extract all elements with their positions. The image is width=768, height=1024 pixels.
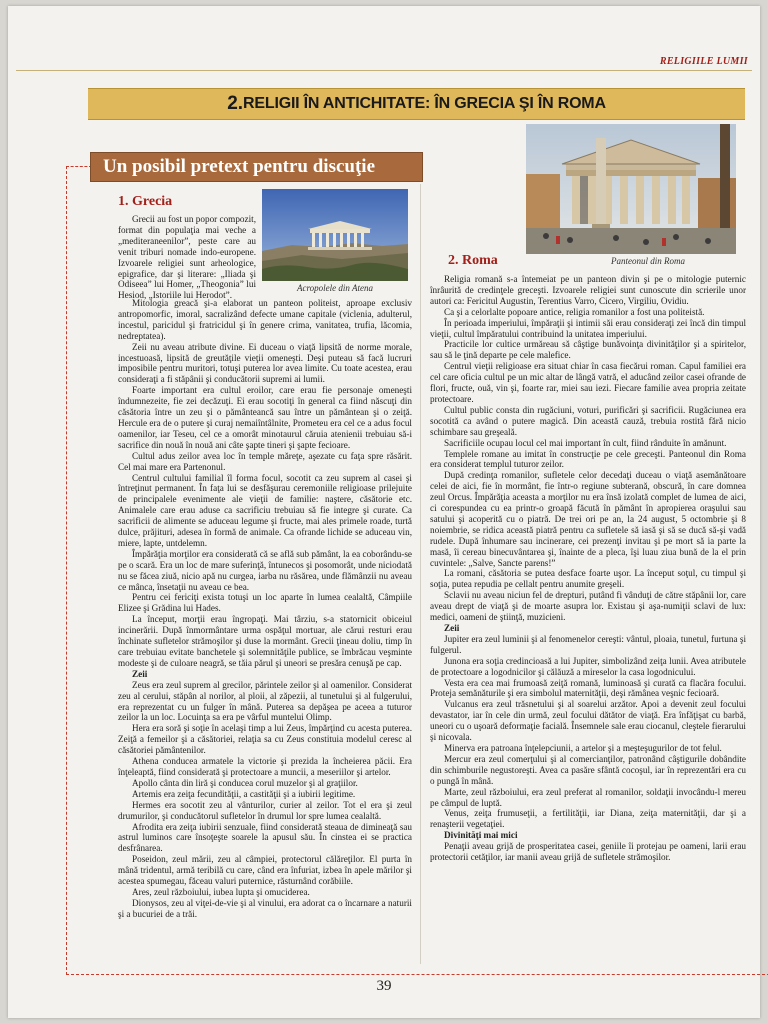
acropolis-caption: Acropolele din Atena bbox=[297, 283, 373, 293]
greece-paragraph: Pentru cei fericiţi exista totuşi un loc aparte în lumea cealaltă, Câmpiile Elizee şi Grădina lui Hades. bbox=[118, 592, 412, 614]
running-header: RELIGIILE LUMII bbox=[659, 56, 748, 67]
chapter-number: 2. bbox=[227, 93, 244, 114]
column-divider bbox=[420, 184, 421, 964]
rome-paragraph: Ca şi a celorlalte popoare antice, religia romanilor a fost una politeistă. bbox=[444, 306, 705, 317]
chapter-title-bar bbox=[88, 88, 745, 120]
greece-paragraph: Mitologia greacă şi-a elaborat un panteon politeist, aproape exclusiv antropomorfic, imoral, sacralizând defecte umane capitale (viclenia, adulterul, incestul, paricidul şi fratricidul şi în genere crima, vanitatea, trufia, lăcomia, nedreptatea). bbox=[118, 298, 412, 341]
chapter-title: RELIGII ÎN ANTICHITATE: ÎN GRECIA ŞI ÎN ROMA bbox=[243, 95, 606, 112]
rome-paragraph: Cultul public consta din rugăciuni, voturi, purificări şi sacrificii. Rugăciunea era socotită ca având o putere magică. Din această cauză, trebuia rostită fără nicio schimbare sau greşeală. bbox=[430, 404, 746, 437]
greece-god-entry: Artemis era zeiţa fecundităţii, a castităţii şi a iubirii legitime. bbox=[132, 788, 356, 799]
section-title-box bbox=[90, 152, 423, 182]
greece-intro bbox=[118, 214, 256, 301]
greece-god-entry: Zeus era zeul suprem al grecilor, părintele zeilor şi al oamenilor. Considerat zeu al cerului, stăpân al norilor, al ploii, al zăpezii, al tunetului şi al fulgerului, era reprezentat cu un fulger în mână. Puterea sa depăşea pe aceea a tuturor zeilor la un loc. Locuinţa sa era pe vârful muntelui Olimp. bbox=[118, 679, 412, 723]
rome-god-entry: Marte, zeul războiului, era zeul preferat al romanilor, soldaţii invocându-l mereu pe câmpul de luptă. bbox=[430, 786, 746, 808]
greece-intro-paragraph: Grecii au fost un popor compozit, format din populaţia mai veche a „mediteraneenilor”, peste care au venit triburi nomade indo-europene. Izvoarele religiei sunt arheologice, epigrafice, dar şi literare: „Iliada şi Odiseea” lui Homer, „Theogonia” lui Hesiod, „Istoriile lui Herodot”. bbox=[118, 214, 256, 301]
rome-heading: 2. Roma bbox=[448, 253, 498, 268]
greece-gods-heading: Zeii bbox=[132, 668, 148, 679]
rome-paragraph: Centrul vieţii religioase era situat chiar în casa fiecărui roman. Capul familiei era cel care oficia cultul pe un mic altar de lângă vatră, el aducând zeilor casei ofrande de flori, fructe, ouă, vin şi, foarte rar, miei sau iezi. Fiecare familie avea propria zeitate protectoare. bbox=[430, 361, 746, 404]
rome-paragraph: Sclavii nu aveau niciun fel de drepturi, putând fi vânduţi de către stăpânii lor, care aveau drept de viaţă şi de moarte asupra lor. Existau şi aşa-numiţii sclavi de lux: medici, oameni de ştiinţă, muzicieni. bbox=[430, 590, 746, 623]
rome-god-entry: Mercur era zeul comerţului şi al comercianţilor, patronând câştigurile dobândite din schimburile negustoreşti. Avea ca pasăre sfântă cocoşul, iar în reprezentări era cu o pungă în mână. bbox=[430, 753, 746, 786]
rome-minor-entry: Penaţii aveau grijă de prosperitatea casei, geniile îi protejau pe oameni, larii erau protectorii cetăţilor, iar manii aveau grijă de sufletele strămoşilor. bbox=[430, 841, 746, 863]
rome-minor-heading: Divinităţi mai mici bbox=[444, 830, 518, 841]
rome-god-entry: Jupiter era zeul luminii şi al fenomenelor cereşti: vântul, ploaia, tunetul, furtuna şi fulgerul. bbox=[430, 633, 746, 655]
greece-god-entry: Dionysos, zeu al viţei-de-vie şi al vinului, era adorat ca o încarnare a naturii şi a bucuriei de a trăi. bbox=[118, 897, 412, 919]
pantheon-caption: Panteonul din Roma bbox=[611, 256, 685, 266]
rome-paragraph: Religia romană s-a întemeiat pe un panteon divin şi pe o mitologie puternic înrâurită de credinţele greceşti. Izvoarele religiei sunt cunoscute din scrierile unor autori ca: Fericitul Augustin, Terentius Varro, Cicero, Virgiliu, Ovidiu. bbox=[430, 274, 746, 306]
greece-god-entry: Hera era soră şi soţie în acelaşi timp a lui Zeus, împărţind cu acesta puterea. Zeiţă a femeilor şi a căsătoriei, relaţia sa cu Zeus constituia modelul ceresc al căsătoriei pământenilor. bbox=[118, 723, 412, 756]
rome-gods-heading: Zeii bbox=[444, 623, 460, 633]
greece-paragraph: Zeii nu aveau atribute divine. Ei duceau o viaţă lipsită de norme morale, incestuoasă, lipsită de greutăţile vieţii omeneşti. Deşi puteau să facă lucruri imposibile pentru muritori, totuşi puterea lor avea limite. Cu toate acestea, erau consideraţi a fi stăpânii şi conducătorii supremi ai lumii. bbox=[118, 341, 412, 385]
acropolis-photo bbox=[262, 189, 408, 281]
textbook-page bbox=[8, 6, 760, 1018]
greece-paragraph: Cultul adus zeilor avea loc în temple măreţe, aşezate cu faţa spre răsărit. Cel mai mare era Partenonul. bbox=[118, 450, 412, 472]
rome-god-entry: Vulcanus era zeul trăsnetului şi al soarelui arzător. Apoi a devenit zeul focului devastator, iar în cele din urmă, zeul focului dătător de viaţă. Era înfăţişat cu barbă, uneori cu o uşoară deformaţie facială. Însemnele sale erau ciocanul, cleştele fierarului şi nicovala. bbox=[430, 699, 746, 743]
dashed-frame-top bbox=[66, 166, 92, 167]
page-number: 39 bbox=[376, 978, 392, 994]
rome-god-entry: Vesta era cea mai frumoasă zeiţă romană, luminoasă şi curată ca flacăra focului. Proteja semănăturile şi era simbolul maternităţii, deşi rămânea veşnic fecioară. bbox=[430, 677, 746, 699]
header-rule bbox=[16, 70, 752, 71]
greece-god-entry: Apollo cânta din liră şi conducea corul muzelor şi al graţiilor. bbox=[132, 777, 358, 788]
rome-paragraph: Practicile lor cultice urmăreau să câştige bunăvoinţa divinităţilor şi a spiritelor, sau să le ţină departe pe cele malefice. bbox=[430, 339, 746, 361]
greece-paragraph: Centrul cultului familial îl forma focul, socotit ca zeu suprem al casei şi întreţinut permanent. În faţa lui se desfăşurau ceremoniile religioase prilejuite de principalele evenimente ale vieţii de familie: naştere, căsătorie etc. Animalele care erau aduse ca sacrificiu trebuiau să fie integre şi curate. Ca sacrificii de alimente se aduceau legume şi fructe, mai ales primele roade, turtă dulce, prăjituri, adesea în formă de animale. Ca ofrande lichide se aduceau vin, miere, lapte, untdelemn. bbox=[118, 472, 412, 548]
rome-god-entry: Junona era soţia credincioasă a lui Jupiter, simbolizând zeiţa lunii. Avea atributele de protectoare a logodnicilor şi călăuză a mireselor la casa logodnicului. bbox=[430, 655, 746, 677]
rome-paragraph: Templele romane au imitat în construcţie pe cele greceşti. Panteonul din Roma era considerat templul tuturor zeilor. bbox=[430, 448, 746, 470]
greece-god-entry: Hermes era socotit zeu al vânturilor, curier al zeilor. Tot el era şi zeul drumurilor, şi conducătorul sufletelor în drumul lor spre lumea cealaltă. bbox=[118, 799, 412, 821]
rome-god-entry: Minerva era patroana înţelepciunii, a artelor şi a meşteşugurilor de tot felul. bbox=[444, 742, 722, 753]
rome-paragraph: Sacrificiile ocupau locul cel mai important în cult, fiind rânduite în amănunt. bbox=[444, 437, 727, 448]
section-title: Un posibil pretext pentru discuţie bbox=[103, 156, 376, 177]
rome-paragraph: În perioada imperiului, împăraţii şi intimii săi erau consideraţi zei încă din timpul vieţii, cultul împăratului contribuind la unitatea imperiului. bbox=[430, 317, 746, 339]
greece-god-entry: Poseidon, zeul mării, zeu al câmpiei, protectorul călăreţilor. El purta în mână tridentul, armă teribilă cu care, când era înfuriat, izbea în apele mărilor şi acestea spumegau, făceau valuri puternice, răsturnând corăbiile. bbox=[118, 854, 412, 887]
rome-god-entry: Venus, zeiţa frumuseţii, a fertilităţii, iar Diana, zeiţa maternităţii, dar şi a renaşterii vegetaţiei. bbox=[430, 808, 746, 830]
greece-god-entry: Ares, zeul războiului, iubea lupta şi omuciderea. bbox=[132, 886, 310, 897]
greece-heading: 1. Grecia bbox=[118, 194, 173, 209]
greece-paragraph: Foarte important era cultul eroilor, care erau fie personaje omeneşti îndumnezeite, fie zei decăzuţi. Ei erau socotiţi în general ca fiind născuţi din căsătoria între un zeu şi o pământeancă sau între un pământean şi o zeiţă. Hercule era de o putere şi curaj nemaiîntâlnite, Prometeu era cel ce a adus focul oamenilor, iar Teseu, cel ce a omorât minotaurul căruia atenienii trebuiau să-i sacrifice din nouă în nouă ani câte şapte tineri şi şapte fecioare. bbox=[118, 385, 412, 450]
greece-paragraph: Împărăţia morţilor era considerată că se află sub pământ, la ea coborându-se pe o scară. Era un loc de mare suferinţă, întunecos şi posomorât, unde niciodată nu se făcea ziuă, nicio apă nu curgea, iarba nu răsărea, unde flămânzii nu aveau ce mânca, însetaţii nu aveau ce bea. bbox=[118, 548, 412, 592]
rome-paragraph: La romani, căsătoria se putea desface foarte uşor. La început soţul, cu timpul şi soţia, putea repudia pe cellalt pentru anumite greşeli. bbox=[430, 568, 746, 590]
greece-god-entry: Afrodita era zeiţa iubirii senzuale, fiind considerată steaua de dimineaţă sau astrul luminos care însoţeşte soarele la apusul său. În cinstea ei se practica desfrânarea. bbox=[118, 821, 412, 854]
acropolis-image bbox=[262, 189, 408, 281]
greece-paragraph: La început, morţii erau îngropaţi. Mai târziu, s-a statornicit obiceiul incinerării. După înmormântare urma ospăţul mortuar, ale cărui resturi erau închinate sufletelor strămoşilor şi duse la mormânt. Grecii ţineau doliu, timp în care trebuiau evitate banchetele şi solemnităţile publice, se îmbrăcau veşminte modeste şi de culoare neagră, se tăia părul şi uneori se presăra cenuşă pe cap. bbox=[118, 614, 412, 668]
pantheon-photo bbox=[526, 124, 736, 254]
pantheon-image bbox=[526, 124, 736, 254]
greece-body bbox=[118, 298, 412, 964]
rome-body bbox=[430, 274, 746, 964]
rome-paragraph: După credinţa romanilor, sufletele celor decedaţi duceau o viaţă asemănătoare celei de aici, fie în mormânt, fie într-o regiune subterană, obscură, în care domnea zeul Orcus. Împărăţia aceasta a morţilor nu era însă izolată complet de lumea de aici, ci corespundea cu ea printr-o groapă făcută în pământ în apropierea oraşului sau satului şi acoperită cu o piatră. De trei ori pe an, la 24 august, 5 octombrie şi 8 noiembrie, se ridica această piatră pentru ca sufletele să iasă şi să se ducă să-şi vadă rudele. După înhumare sau incinerare, cei prezenţi invitau şi pe mort să ia parte la masă, îi cereau binecuvântarea şi, înainte de a pleca, îşi luau ziua bună de la el prin cuvintele: „Salve, Sancte parens!” bbox=[430, 470, 746, 568]
greece-god-entry: Athena conducea armatele la victorie şi prezida la încheierea păcii. Era înţeleaptă, fiind considerată şi protectoare a muncii, a meseriilor şi artelor. bbox=[118, 756, 412, 777]
